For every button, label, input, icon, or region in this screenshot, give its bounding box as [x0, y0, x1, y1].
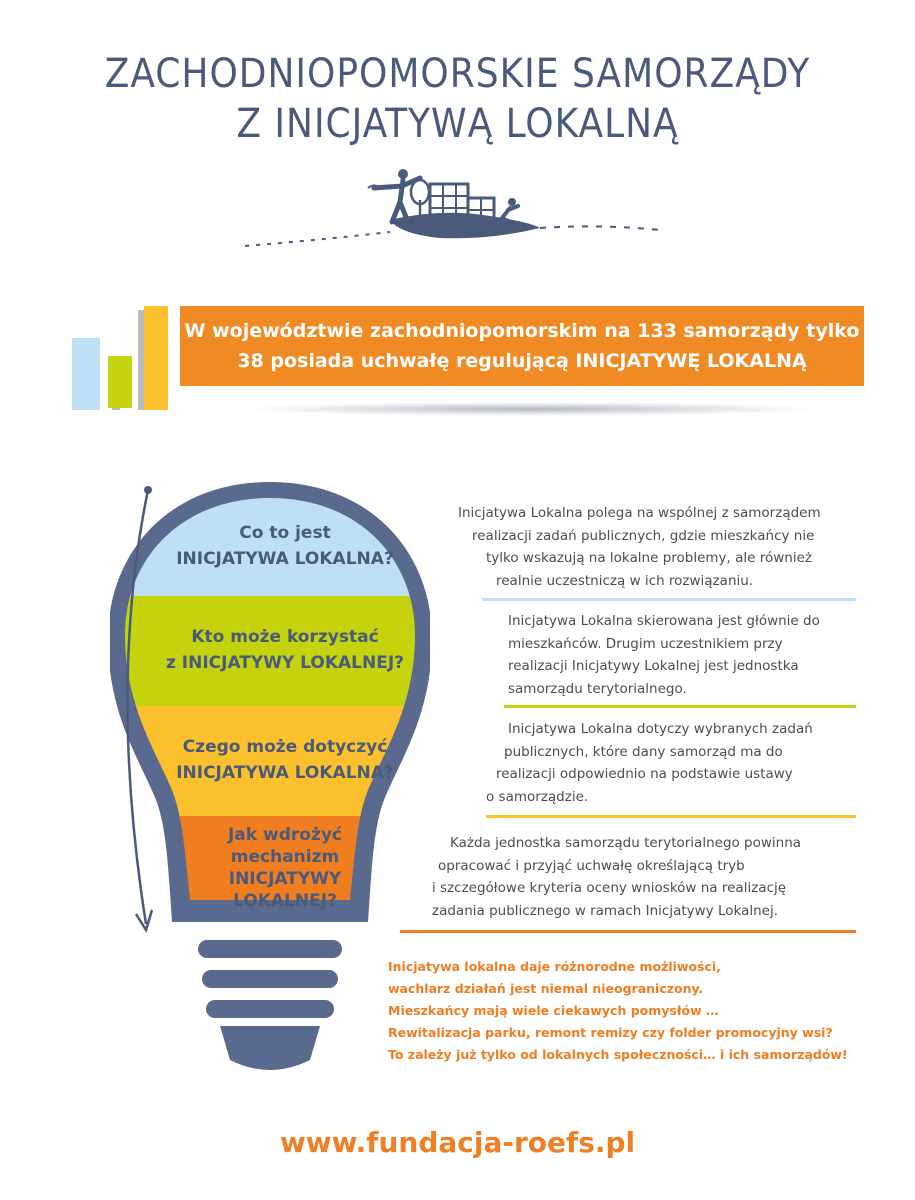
separator-4 [400, 930, 856, 933]
page-title-line-1: ZACHODNIOPOMORSKIE SAMORZĄDY [104, 51, 811, 97]
community-illustration [240, 168, 670, 252]
answer-4: Każda jednostka samorządu terytorialnego powinna opracować i przyjąć uchwałę określającą tryb i szczegółowe kryteria oceny wniosków na realizację zadania publicznego w ramach Inicjatywy Lokalnej. [432, 835, 802, 919]
headline-banner [180, 306, 864, 386]
banner-line-1: W województwie zachodniopomorskim na 133 samorządy tylko [184, 320, 860, 342]
separator-1 [482, 598, 856, 601]
separator-3 [486, 815, 856, 818]
answer-1: Inicjatywa Lokalna polega na wspólnej z samorządem realizacji zadań publicznych, gdzie mieszkańcy nie tylko wskazują na lokalne problemy, ale również realnie uczestniczą w ich rozwiązaniu. [458, 505, 821, 589]
bar-chart-icon [68, 302, 188, 422]
answer-3: Inicjatywa Lokalna dotyczy wybranych zadań publicznych, które dany samorząd ma do realizacji odpowiednio na podstawie ustawy o samorządzie. [486, 721, 813, 805]
banner-shadow [240, 402, 820, 416]
question-2: Kto może korzystać z INICJATYWY LOKALNEJ? [165, 627, 405, 673]
answer-2: Inicjatywa Lokalna skierowana jest głównie do mieszkańców. Drugim uczestnikiem przy realizacji Inicjatywy Lokalnej jest jednostka samorządu terytorialnego. [508, 613, 820, 697]
separator-2 [504, 705, 856, 708]
question-1: Co to jest INICJATYWA LOKALNA? [176, 523, 394, 569]
question-3: Czego może dotyczyć INICJATYWA LOKALNA? [176, 737, 394, 783]
banner-line-2: 38 posiada uchwałę regulującą INICJATYWĘ LOKALNĄ [237, 350, 807, 372]
website-link[interactable]: www.fundacja-roefs.pl [279, 1126, 636, 1159]
page-title-line-2: Z INICJATYWĄ LOKALNĄ [236, 101, 679, 147]
closing-text: Inicjatywa lokalna daje różnorodne możliwości, wachlarz działań jest niemal nieograniczony. Mieszkańcy mają wiele ciekawych pomysłów … Rewitalizacja parku, remont remizy czy folder promocyjny wsi? To zależy już tylko od lokalnych społeczności… i ich samorządów! [388, 959, 848, 1062]
question-4: Jak wdrożyć mechanizm INICJATYWY LOKALNEJ? [227, 825, 342, 911]
